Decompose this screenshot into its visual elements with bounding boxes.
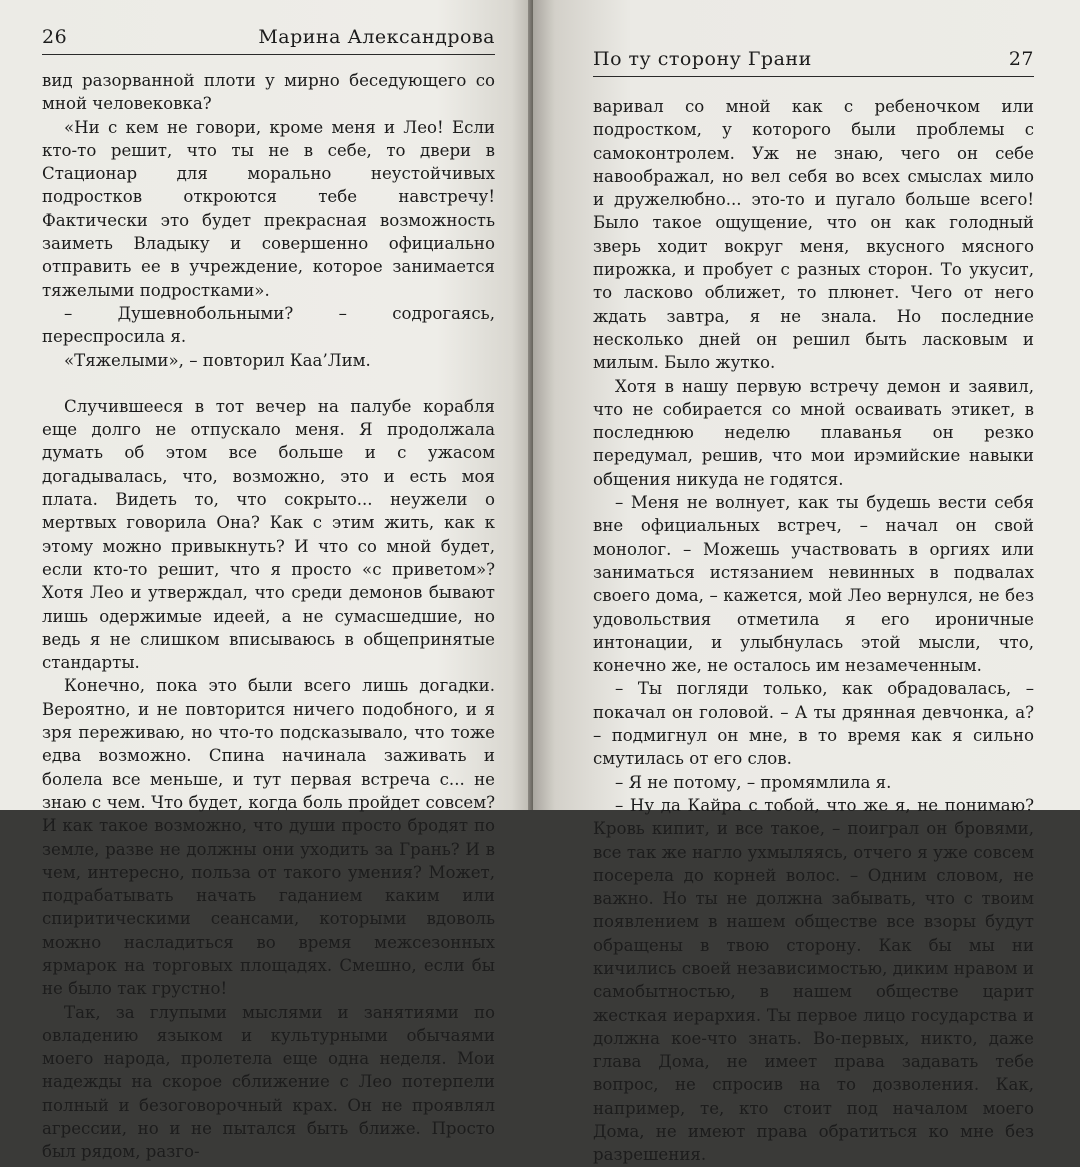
right-running-title: По ту сторону Грани <box>593 48 812 70</box>
paragraph: – Меня не волнует, как ты будешь вести себя вне официальных встреч, – начал он свой монолог. – Можешь участвовать в оргиях или заниматься истязанием невинных в подвалах своего дома, – кажется, мой Лео вернулся, не без удовольствия отметила я его ироничные интонации, и улыбнулась этой мысли, что, конечно же, не осталось им незамеченным. <box>593 493 1034 676</box>
paragraph: – Ну да Кайра с тобой, что же я, не понимаю? Кровь кипит, и все такое, – поиграл он бровями, все так же нагло ухмыляясь, отчего я уже совсем посерела до корней волос. – Одним словом, не важно. Но ты не должна забывать, что с твоим появлением в нашем обществе все взоры будут обращены в твою сторону. Как бы мы ни кичились своей независимостью, диким нравом и самобытностью, в нашем обществе царит жесткая иерархия. Ты первое лицо государства и должна кое-что знать. Во-первых, никто, даже глава Дома, не имеет права задавать тебе вопрос, не спросив на то дозволения. Как, например, те, кто стоит под началом моего Дома, не имеют права обратиться ко мне без разрешения. <box>593 795 1034 1165</box>
paragraph: «Тяжелыми», – повторил Каа’Лим. <box>64 350 371 370</box>
paragraph: Конечно, пока это были всего лишь догадки. Вероятно, и не повторится ничего подобного, и я зря переживаю, но что-то подсказывало, что тоже едва возможно. Спина начинала заживать и болела все меньше, и тут первая встреча с... не знаю с чем. Что будет, когда боль пройдет совсем? И как такое возможно, что души просто бродят по земле, разве не должны они уходить за Грань? И в чем, интересно, польза от такого умения? Может, подрабатывать начать гаданием каким или спиритическими сеансами, которыми вдоволь можно насладиться во время межсезонных ярмарок на торговых площадях. Смешно, если бы не было так грустно! <box>42 676 495 999</box>
paragraph: Так, за глупыми мыслями и занятиями по овладению языком и культурными обычаями моего народа, пролетела еще одна неделя. Мои надежды на скорое сближение с Лео потерпели полный и безоговорочный крах. Он не проявлял агрессии, но и не пытался быть ближе. Просто был рядом, разго- <box>42 1002 495 1162</box>
paragraph: Хотя в нашу первую встречу демон и заявил, что не собирается со мной осваивать этикет, в последнюю неделю плаванья он резко передумал, решив, что мои ирэмийские навыки общения никуда не годятся. <box>593 376 1034 489</box>
left-page-text <box>42 69 495 1164</box>
paragraph: – Душевнобольными? – содрогаясь, переспросила я. <box>42 303 495 347</box>
right-running-head <box>593 48 1034 77</box>
left-running-head <box>42 26 495 55</box>
paragraph: – Ты погляди только, как обрадовалась, – покачал он головой. – А ты дрянная девчонка, а? – подмигнул он мне, в то время как я сильно смутилась от его слов. <box>593 679 1034 769</box>
left-running-title: Марина Александрова <box>258 26 495 48</box>
paragraph: – Я не потому, – промямлила я. <box>615 772 892 792</box>
paragraph: «Ни с кем не говори, кроме меня и Лео! Если кто-то решит, что ты не в себе, то двери в Стационар для морально неустойчивых подростков откроются тебе навстречу! Фактически это будет прекрасная возможность заиметь Владыку и совершенно официально отправить ее в учреждение, которое занимается тяжелыми подростками». <box>42 117 495 300</box>
paragraph: Случившееся в тот вечер на палубе корабля еще долго не отпускало меня. Я продолжала думать об этом все больше и с ужасом догадывалась, что, возможно, это и есть моя плата. Видеть то, что сокрыто... неужели о мертвых говорила Она? Как с этим жить, как к этому можно привыкнуть? И что со мной будет, если кто-то решит, что я просто «с приветом»? Хотя Лео и утверждал, что среди демонов бывают лишь одержимые идеей, а не сумасшедшие, но ведь я не слишком вписываюсь в общепринятые стандарты. <box>42 396 495 673</box>
right-page <box>533 0 1080 1165</box>
left-page <box>0 0 533 1162</box>
right-page-number: 27 <box>1008 48 1034 70</box>
paragraph: вид разорванной плоти у мирно беседующего со мной человековка? <box>42 71 495 114</box>
paragraph: варивал со мной как с ребеночком или подростком, у которого были проблемы с самоконтролем. Уж не знаю, чего он себе навоображал, но вел себя во всех смыслах мило и дружелюбно... это-то и пугало больше всего! Было такое ощущение, что он как голодный зверь ходит вокруг меня, вкусного мясного пирожка, и пробует с разных сторон. То укусит, то ласково оближет, то плюнет. Чего от него ждать завтра, я не знала. Но последние несколько дней он решил быть ласковым и милым. Было жутко. <box>593 97 1034 373</box>
right-page-text <box>593 95 1034 1167</box>
left-page-number: 26 <box>42 26 68 48</box>
